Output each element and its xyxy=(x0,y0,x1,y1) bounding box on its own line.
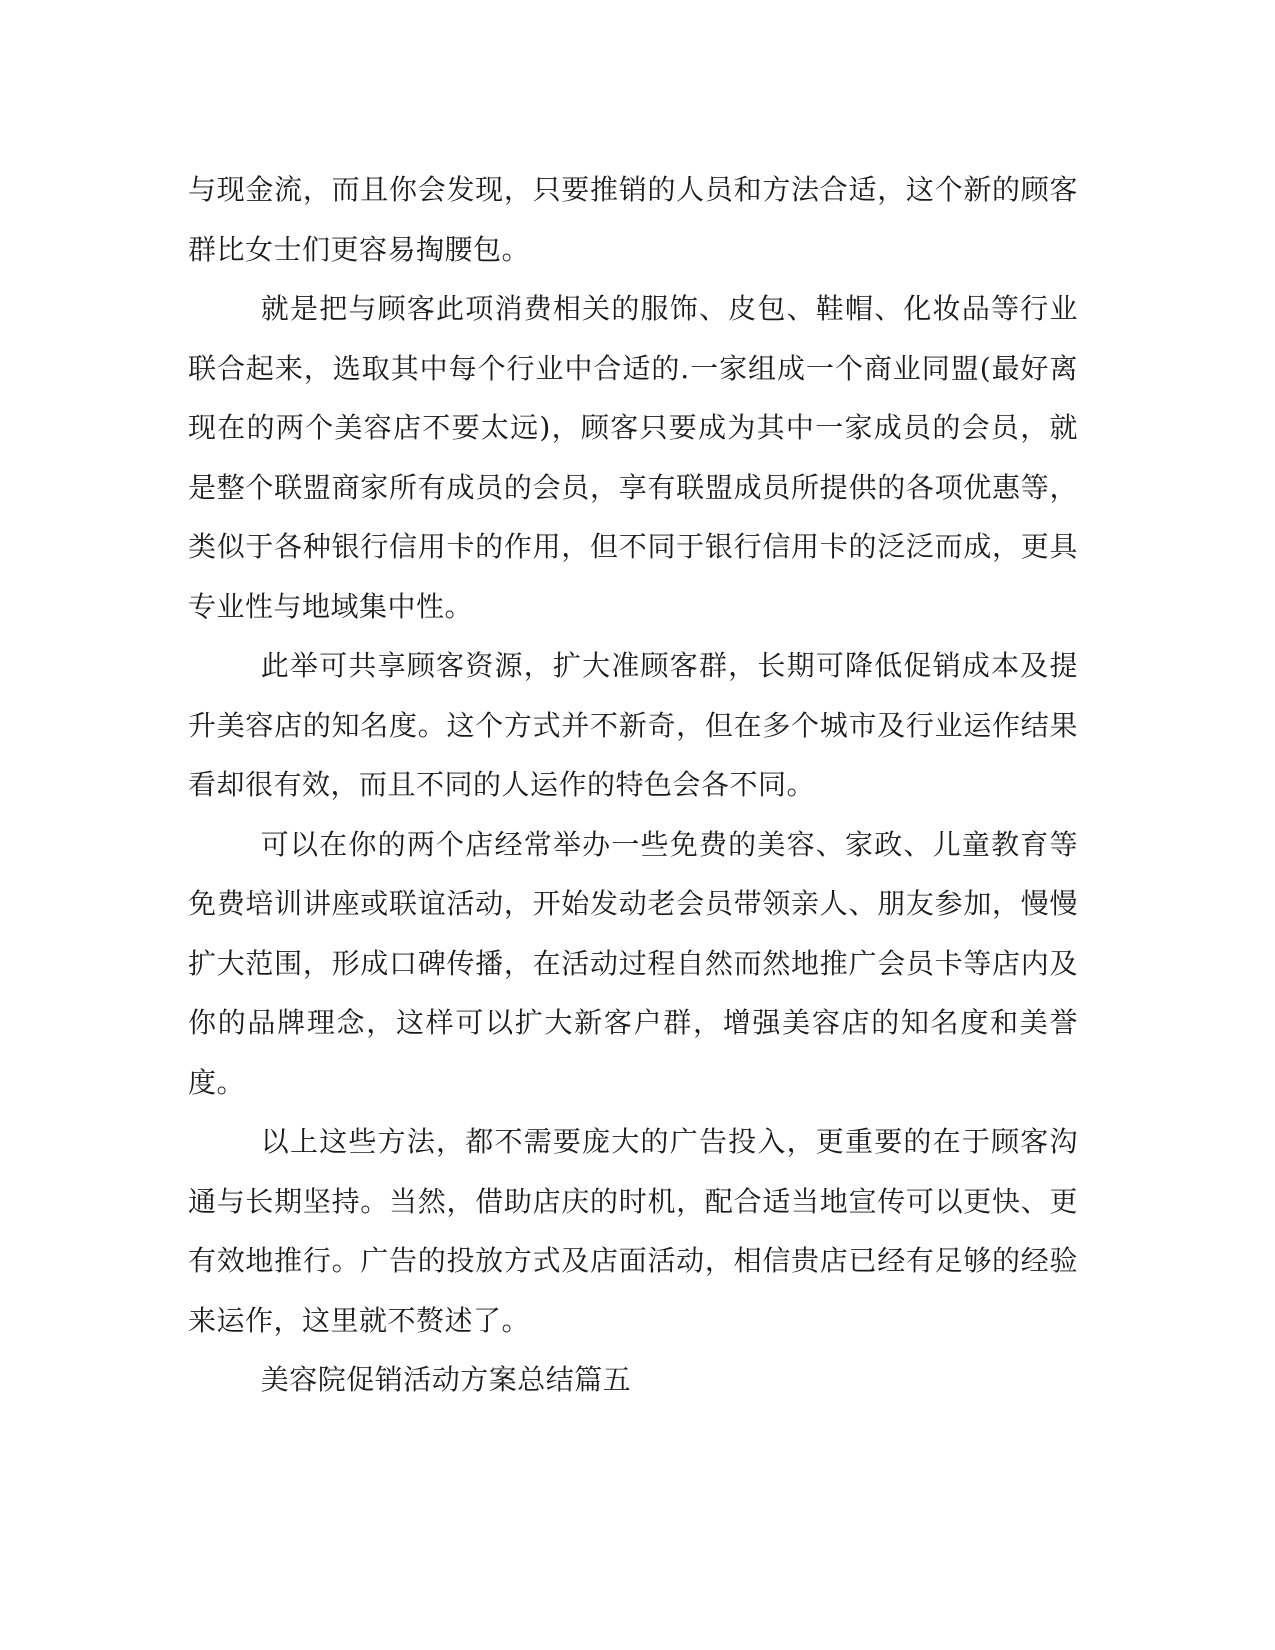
paragraph-shared-resources: 此举可共享顾客资源，扩大准顾客群，长期可降低促销成本及提升美容店的知名度。这个方式并不新奇，但在多个城市及行业运作结果看却很有效，而且不同的人运作的特色会各不同。 xyxy=(188,649,1078,801)
paragraph-business-alliance: 就是把与顾客此项消费相关的服饰、皮包、鞋帽、化妆品等行业联合起来，选取其中每个行业中合适的.一家组成一个商业同盟(最好离现在的两个美容店不要太远)，顾客只要成为其中一家成员的会员，就是整个联盟商家所有成员的会员，享有联盟成员所提供的各项优惠等，类似于各种银行信用卡的作用，但不同于银行信用卡的泛泛而成，更具专业性与地域集中性。 xyxy=(188,292,1078,623)
paragraph-continued: 与现金流，而且你会发现，只要推销的人员和方法合适，这个新的顾客群比女士们更容易掏腰包。 xyxy=(188,173,1078,266)
section-heading: 美容院促销活动方案总结篇五 xyxy=(260,1363,632,1396)
paragraph-free-training: 可以在你的两个店经常举办一些免费的美容、家政、儿童教育等免费培训讲座或联谊活动，开始发动老会员带领亲人、朋友参加，慢慢扩大范围，形成口碑传播，在活动过程自然而然地推广会员卡等店内及你的品牌理念，这样可以扩大新客户群，增强美容店的知名度和美誉度。 xyxy=(188,827,1078,1099)
paragraph-summary: 以上这些方法，都不需要庞大的广告投入，更重要的在于顾客沟通与长期坚持。当然，借助店庆的时机，配合适当地宣传可以更快、更有效地推行。广告的投放方式及店面活动，相信贵店已经有足够的经验来运作，这里就不赘述了。 xyxy=(188,1125,1078,1337)
document-body xyxy=(188,160,1078,1410)
